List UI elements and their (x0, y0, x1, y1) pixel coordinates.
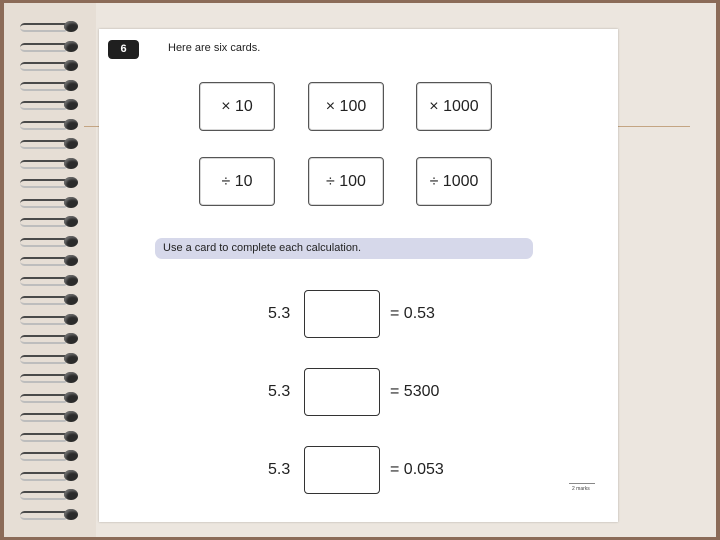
calculation-2-number: 5.3 (268, 383, 291, 400)
binding-hole (64, 450, 78, 461)
binding-wire (20, 413, 66, 422)
binding-ring (20, 99, 80, 111)
question-number: 6 (108, 40, 139, 59)
binding-ring (20, 509, 80, 521)
binding-ring (20, 392, 80, 404)
binding-wire (20, 62, 66, 71)
card-times-10: × 10 (199, 82, 275, 131)
binding-hole (64, 21, 78, 32)
binding-ring (20, 255, 80, 267)
card-times-100: × 100 (308, 82, 384, 131)
binding-hole (64, 509, 78, 520)
binding-ring (20, 158, 80, 170)
card-divide-100: ÷ 100 (308, 157, 384, 206)
binding-wire (20, 374, 66, 383)
binding-ring (20, 353, 80, 365)
binding-hole (64, 411, 78, 422)
binding-hole (64, 119, 78, 130)
binding-ring (20, 333, 80, 345)
binding-wire (20, 140, 66, 149)
binding-wire (20, 23, 66, 32)
calculation-1-number: 5.3 (268, 305, 291, 322)
binding-ring (20, 372, 80, 384)
calculation-3-result: = 0.053 (390, 461, 444, 478)
calculation-2-result: = 5300 (390, 383, 440, 400)
binding-wire (20, 335, 66, 344)
binding-ring (20, 314, 80, 326)
binding-hole (64, 158, 78, 169)
binding-hole (64, 353, 78, 364)
binding-wire (20, 316, 66, 325)
binding-hole (64, 314, 78, 325)
calculation-1-result: = 0.53 (390, 305, 435, 322)
binding-ring (20, 119, 80, 131)
binding-ring (20, 60, 80, 72)
binding-wire (20, 82, 66, 91)
binding-wire (20, 43, 66, 52)
binding-wire (20, 511, 66, 520)
binding-ring (20, 450, 80, 462)
binding-hole (64, 392, 78, 403)
binding-hole (64, 489, 78, 500)
binding-hole (64, 333, 78, 344)
answer-box-2[interactable] (304, 368, 380, 416)
binding-ring (20, 236, 80, 248)
binding-wire (20, 199, 66, 208)
binding-wire (20, 355, 66, 364)
binding-hole (64, 470, 78, 481)
card-divide-10: ÷ 10 (199, 157, 275, 206)
card-divide-1000: ÷ 1000 (416, 157, 492, 206)
binding-hole (64, 99, 78, 110)
binding-hole (64, 216, 78, 227)
worksheet (99, 29, 618, 522)
binding-ring (20, 489, 80, 501)
binding-hole (64, 431, 78, 442)
binding-wire (20, 433, 66, 442)
binding-wire (20, 101, 66, 110)
card-times-1000: × 1000 (416, 82, 492, 131)
binding-hole (64, 294, 78, 305)
binding-wire (20, 121, 66, 130)
marks-label: 2 marks (572, 486, 590, 492)
binding-ring (20, 411, 80, 423)
answer-box-3[interactable] (304, 446, 380, 494)
binding-wire (20, 472, 66, 481)
calculation-3-number: 5.3 (268, 461, 291, 478)
binding-wire (20, 238, 66, 247)
binding-wire (20, 218, 66, 227)
binding-ring (20, 177, 80, 189)
binding-wire (20, 491, 66, 500)
binding-hole (64, 80, 78, 91)
binding-hole (64, 372, 78, 383)
binding-ring (20, 80, 80, 92)
binding-ring (20, 294, 80, 306)
binding-wire (20, 296, 66, 305)
binding-hole (64, 60, 78, 71)
binding-ring (20, 470, 80, 482)
binding-wire (20, 160, 66, 169)
binding-hole (64, 197, 78, 208)
binding-wire (20, 394, 66, 403)
marks-rule (569, 483, 595, 484)
spiral-binding (4, 3, 96, 537)
binding-hole (64, 41, 78, 52)
binding-ring (20, 21, 80, 33)
binding-hole (64, 177, 78, 188)
binding-wire (20, 277, 66, 286)
binding-ring (20, 41, 80, 53)
binding-wire (20, 179, 66, 188)
binding-hole (64, 138, 78, 149)
binding-ring (20, 138, 80, 150)
binding-ring (20, 197, 80, 209)
answer-box-1[interactable] (304, 290, 380, 338)
instruction-banner: Use a card to complete each calculation. (155, 238, 533, 259)
binding-hole (64, 236, 78, 247)
binding-ring (20, 216, 80, 228)
notebook-page (4, 3, 716, 537)
binding-ring (20, 275, 80, 287)
binding-wire (20, 257, 66, 266)
binding-ring (20, 431, 80, 443)
binding-hole (64, 275, 78, 286)
binding-wire (20, 452, 66, 461)
binding-hole (64, 255, 78, 266)
question-intro: Here are six cards. (168, 42, 261, 54)
